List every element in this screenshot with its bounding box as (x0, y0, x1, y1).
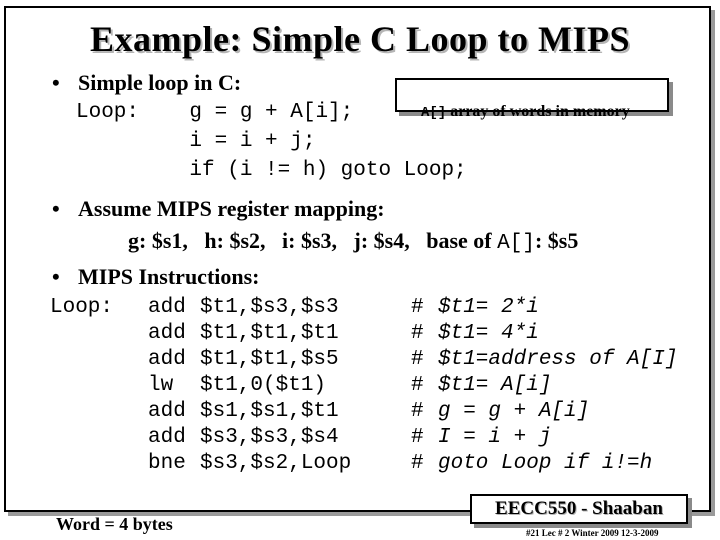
comment-text: goto Loop if i!=h (438, 452, 653, 475)
comment-text: g = g + A[i] (438, 400, 590, 423)
callout-code: A[] (421, 105, 447, 121)
opcode: lw (148, 374, 174, 397)
mapping-pre: g: $s1, h: $s2, i: $s3, j: $s4, base of (128, 228, 498, 253)
operands: $s3,$s3,$s4 (200, 426, 339, 449)
slide-title: Example: Simple C Loop to MIPS (89, 19, 631, 59)
c-code-line-1: Loop: g = g + A[i]; (76, 101, 354, 124)
comment-hash: # (411, 296, 424, 319)
comment-hash: # (411, 426, 424, 449)
bullet-dot-1: • (52, 70, 60, 95)
comment-text: $t1= 2*i (438, 296, 539, 319)
mapping-code: A[] (497, 232, 535, 255)
register-mapping (128, 228, 578, 255)
opcode: add (148, 400, 186, 423)
opcode: add (148, 296, 186, 319)
operands: $t1,$t1,$s5 (200, 348, 339, 371)
slide-number-info: #21 Lec # 2 Winter 2009 12-3-2009 (526, 528, 659, 538)
opcode: bne (148, 452, 186, 475)
operands: $t1,$t1,$t1 (200, 322, 339, 345)
comment-text: $t1= 4*i (438, 322, 539, 345)
comment-hash: # (411, 322, 424, 345)
operands: $s3,$s2,Loop (200, 452, 352, 475)
loop-label: Loop: (50, 296, 114, 319)
word-size-note: Word = 4 bytes (56, 514, 173, 534)
callout-text: array of words in memory (446, 103, 630, 120)
opcode: add (148, 348, 186, 371)
comment-hash: # (411, 348, 424, 371)
mapping-post: : $s5 (534, 228, 579, 253)
opcode: add (148, 426, 186, 449)
operands: $s1,$s1,$t1 (200, 400, 339, 423)
operands: $t1,0($t1) (200, 374, 327, 397)
comment-hash: # (411, 452, 424, 475)
bullet-1-text: Simple loop in C: (78, 70, 242, 95)
bullet-dot-3: • (52, 264, 60, 289)
c-code-line-3: if (i != h) goto Loop; (76, 159, 467, 182)
c-code-line-2: i = i + j; (76, 130, 316, 153)
comment-text: $t1=address of A[I] (438, 348, 678, 371)
bullet-2-text: Assume MIPS register mapping: (78, 196, 385, 221)
operands: $t1,$s3,$s3 (200, 296, 339, 319)
comment-text: I = i + j (438, 426, 552, 449)
bullet-dot-2: • (52, 196, 60, 221)
course-badge: EECC550 - Shaaban (470, 494, 688, 524)
comment-hash: # (411, 374, 424, 397)
bullet-3-text: MIPS Instructions: (78, 264, 260, 289)
array-callout-box (395, 78, 669, 121)
comment-text: $t1= A[i] (438, 374, 552, 397)
opcode: add (148, 322, 186, 345)
comment-hash: # (411, 400, 424, 423)
